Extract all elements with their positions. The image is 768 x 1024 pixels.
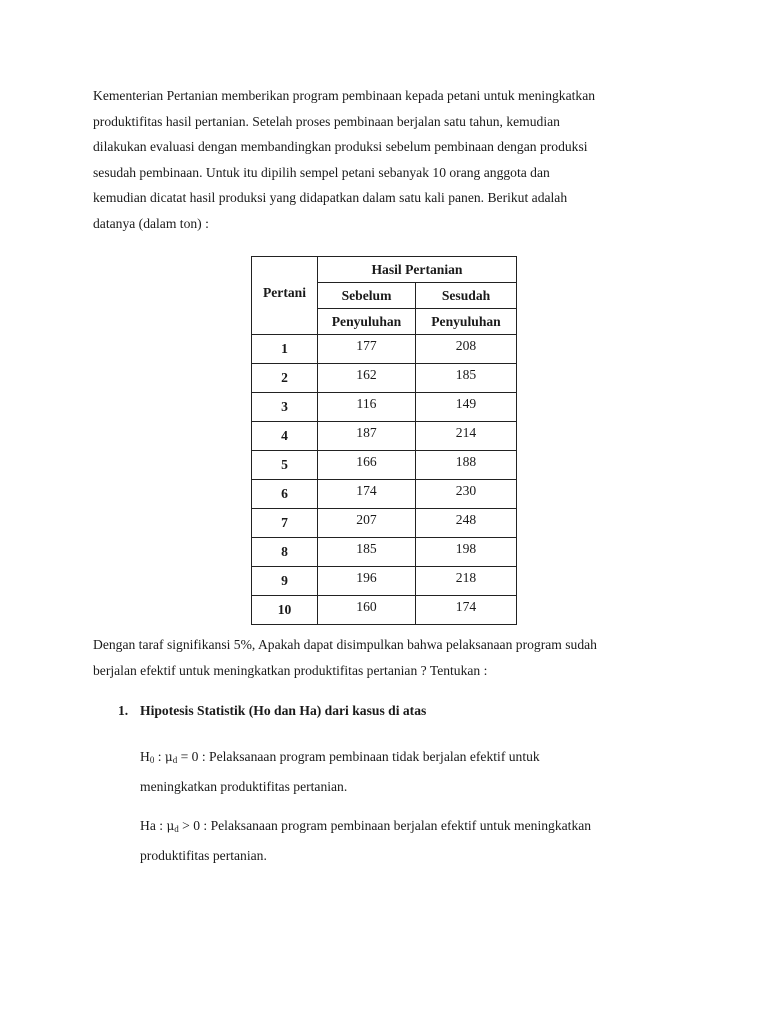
section-number: 1. — [118, 703, 129, 718]
section-title: Hipotesis Statistik (Ho dan Ha) dari kasus di atas — [140, 703, 427, 718]
mu-subscript: d — [174, 824, 179, 834]
cell-sebelum: 160 — [318, 596, 416, 625]
mu-symbol: μ — [166, 819, 175, 833]
cell-pertani: 10 — [252, 596, 318, 625]
mu-symbol: μ — [164, 750, 173, 764]
table-row — [252, 538, 517, 567]
cell-sebelum: 196 — [318, 567, 416, 596]
table-row — [252, 393, 517, 422]
table-row — [252, 451, 517, 480]
cell-sesudah: 208 — [416, 335, 517, 364]
ha-line-1: Ha : $\mu_d > 0$ : Pelaksanaan program pembinaan berjalan efektif untuk meningkatkan — [140, 818, 592, 834]
ha-line-2: produktifitas pertanian. — [140, 847, 267, 863]
section-heading — [118, 703, 426, 719]
cell-sebelum: 116 — [318, 393, 416, 422]
question-paragraph — [93, 632, 683, 683]
production-table — [251, 256, 517, 625]
table-row — [252, 596, 517, 625]
table-row — [252, 422, 517, 451]
cell-sebelum: 162 — [318, 364, 416, 393]
cell-sebelum: 177 — [318, 335, 416, 364]
group-header-hasil-pertanian: Hasil Pertanian — [318, 257, 517, 283]
cell-pertani: 3 — [252, 393, 318, 422]
ha-statement: > 0 : Pelaksanaan program pembinaan berjalan efektif untuk meningkatkan — [178, 818, 592, 833]
cell-pertani: 8 — [252, 538, 318, 567]
ha-label: Ha — [140, 818, 156, 833]
intro-line: kemudian dicatat hasil produksi yang didapatkan dalam satu kali panen. Berikut adalah — [93, 190, 568, 206]
h0-label-subscript: 0 — [149, 755, 155, 765]
cell-pertani: 7 — [252, 509, 318, 538]
col-header-sebelum-sub: Penyuluhan — [318, 309, 416, 335]
cell-sesudah: 174 — [416, 596, 517, 625]
cell-pertani: 1 — [252, 335, 318, 364]
cell-sebelum: 174 — [318, 480, 416, 509]
cell-pertani: 2 — [252, 364, 318, 393]
cell-sebelum: 166 — [318, 451, 416, 480]
intro-paragraph — [93, 83, 683, 237]
col-header-pertani: Pertani — [252, 257, 318, 335]
intro-line: dilakukan evaluasi dengan membandingkan produksi sebelum pembinaan dengan produksi — [93, 139, 588, 155]
question-line: berjalan efektif untuk meningkatkan produktifitas pertanian ? Tentukan : — [93, 662, 488, 678]
hypothesis-h0 — [140, 744, 680, 799]
table-row — [252, 335, 517, 364]
cell-sesudah: 214 — [416, 422, 517, 451]
cell-pertani: 6 — [252, 480, 318, 509]
cell-sesudah: 149 — [416, 393, 517, 422]
mu-subscript: d — [172, 755, 178, 765]
intro-line: Kementerian Pertanian memberikan program pembinaan kepada petani untuk meningkatkan — [93, 88, 596, 103]
table-row — [252, 509, 517, 538]
h0-statement: = 0 : Pelaksanaan program pembinaan tidak berjalan efektif untuk — [177, 749, 540, 764]
hypothesis-ha — [140, 813, 680, 868]
table-row — [252, 364, 517, 393]
question-line: Dengan taraf signifikansi 5%, Apakah dapat disimpulkan bahwa pelaksanaan program sudah — [93, 637, 597, 652]
cell-sesudah: 218 — [416, 567, 517, 596]
h0-line-2: meningkatkan produktifitas pertanian. — [140, 778, 348, 794]
cell-sesudah: 248 — [416, 509, 517, 538]
col-header-sesudah: Sesudah — [416, 283, 517, 309]
intro-line: sesudah pembinaan. Untuk itu dipilih sempel petani sebanyak 10 orang anggota dan — [93, 164, 550, 180]
table-row — [252, 567, 517, 596]
cell-sesudah: 185 — [416, 364, 517, 393]
cell-sebelum: 187 — [318, 422, 416, 451]
cell-sebelum: 185 — [318, 538, 416, 567]
h0-label: H — [140, 749, 150, 764]
intro-line: datanya (dalam ton) : — [93, 215, 209, 231]
cell-sebelum: 207 — [318, 509, 416, 538]
table-row — [252, 480, 517, 509]
cell-pertani: 4 — [252, 422, 318, 451]
cell-sesudah: 198 — [416, 538, 517, 567]
col-header-sesudah-sub: Penyuluhan — [416, 309, 517, 335]
cell-sesudah: 230 — [416, 480, 517, 509]
cell-sesudah: 188 — [416, 451, 517, 480]
cell-pertani: 5 — [252, 451, 318, 480]
col-header-sebelum: Sebelum — [318, 283, 416, 309]
intro-line: produktifitas hasil pertanian. Setelah proses pembinaan berjalan satu tahun, kemudian — [93, 113, 560, 129]
cell-pertani: 9 — [252, 567, 318, 596]
h0-line-1: $H_0$ : $\mu_d = 0$ : Pelaksanaan program pembinaan tidak berjalan efektif untuk — [140, 749, 540, 765]
